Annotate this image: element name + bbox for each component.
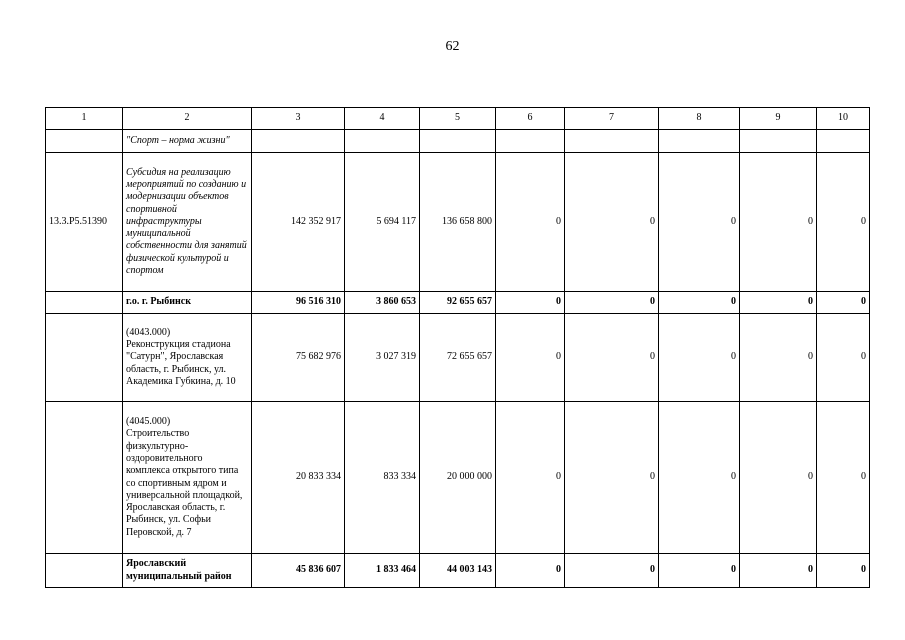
table-row — [46, 153, 870, 292]
row-description: Субсидия на реализацию мероприятий по созданию и модернизации объектов спортивной инфраструктуры муниципальной собственности для занятий физической культурой и спортом — [123, 153, 252, 292]
cell-col-8: 0 — [659, 314, 740, 402]
row-code: 13.3.P5.51390 — [46, 153, 123, 292]
header-col-5: 5 — [420, 108, 496, 130]
cell-col-7 — [565, 130, 659, 153]
header-col-8: 8 — [659, 108, 740, 130]
cell-col-4 — [345, 130, 420, 153]
cell-col-10: 0 — [817, 292, 870, 314]
header-col-2: 2 — [123, 108, 252, 130]
cell-col-7: 0 — [565, 402, 659, 554]
budget-table — [45, 107, 870, 588]
cell-col-7: 0 — [565, 292, 659, 314]
row-description: Ярославский муниципальный район — [123, 554, 252, 588]
table-row — [46, 554, 870, 588]
cell-col-10: 0 — [817, 153, 870, 292]
header-row — [46, 108, 870, 130]
cell-col-4: 3 860 653 — [345, 292, 420, 314]
cell-col-5 — [420, 130, 496, 153]
cell-col-10: 0 — [817, 402, 870, 554]
table-row — [46, 130, 870, 153]
row-description: г.о. г. Рыбинск — [123, 292, 252, 314]
cell-col-5: 72 655 657 — [420, 314, 496, 402]
cell-col-3 — [252, 130, 345, 153]
header-col-1: 1 — [46, 108, 123, 130]
cell-col-9: 0 — [740, 402, 817, 554]
cell-col-5: 136 658 800 — [420, 153, 496, 292]
table-row — [46, 314, 870, 402]
cell-col-5: 20 000 000 — [420, 402, 496, 554]
cell-col-10: 0 — [817, 314, 870, 402]
cell-col-9: 0 — [740, 292, 817, 314]
row-code — [46, 130, 123, 153]
cell-col-6: 0 — [496, 402, 565, 554]
cell-col-8: 0 — [659, 402, 740, 554]
table-row — [46, 402, 870, 554]
cell-col-9: 0 — [740, 153, 817, 292]
page-number: 62 — [445, 39, 460, 54]
row-description: (4045.000) Строительство физкультурно-оздоровительного комплекса открытого типа со спортивным ядром и универсальной площадкой, Ярославская область, г. Рыбинск, ул. Софьи Перовской, д. 7 — [123, 402, 252, 554]
cell-col-4: 1 833 464 — [345, 554, 420, 588]
table-row — [46, 292, 870, 314]
cell-col-8: 0 — [659, 292, 740, 314]
cell-col-9 — [740, 130, 817, 153]
cell-col-6: 0 — [496, 314, 565, 402]
cell-col-4: 5 694 117 — [345, 153, 420, 292]
header-col-7: 7 — [565, 108, 659, 130]
row-code — [46, 292, 123, 314]
cell-col-4: 833 334 — [345, 402, 420, 554]
header-col-4: 4 — [345, 108, 420, 130]
cell-col-3: 75 682 976 — [252, 314, 345, 402]
row-code — [46, 314, 123, 402]
cell-col-3: 142 352 917 — [252, 153, 345, 292]
cell-col-3: 45 836 607 — [252, 554, 345, 588]
cell-col-5: 92 655 657 — [420, 292, 496, 314]
cell-col-7: 0 — [565, 153, 659, 292]
cell-col-6: 0 — [496, 153, 565, 292]
cell-col-3: 20 833 334 — [252, 402, 345, 554]
header-col-3: 3 — [252, 108, 345, 130]
header-col-10: 10 — [817, 108, 870, 130]
row-code — [46, 554, 123, 588]
cell-col-10 — [817, 130, 870, 153]
header-col-6: 6 — [496, 108, 565, 130]
row-description: (4043.000) Реконструкция стадиона "Сатурн", Ярославская область, г. Рыбинск, ул. Академика Губкина, д. 10 — [123, 314, 252, 402]
cell-col-8 — [659, 130, 740, 153]
row-description: "Спорт – норма жизни" — [123, 130, 252, 153]
cell-col-9: 0 — [740, 554, 817, 588]
cell-col-7: 0 — [565, 314, 659, 402]
header-col-9: 9 — [740, 108, 817, 130]
cell-col-6: 0 — [496, 292, 565, 314]
cell-col-9: 0 — [740, 314, 817, 402]
cell-col-5: 44 003 143 — [420, 554, 496, 588]
cell-col-3: 96 516 310 — [252, 292, 345, 314]
cell-col-8: 0 — [659, 153, 740, 292]
cell-col-6 — [496, 130, 565, 153]
cell-col-4: 3 027 319 — [345, 314, 420, 402]
cell-col-8: 0 — [659, 554, 740, 588]
cell-col-7: 0 — [565, 554, 659, 588]
row-code — [46, 402, 123, 554]
cell-col-6: 0 — [496, 554, 565, 588]
cell-col-10: 0 — [817, 554, 870, 588]
